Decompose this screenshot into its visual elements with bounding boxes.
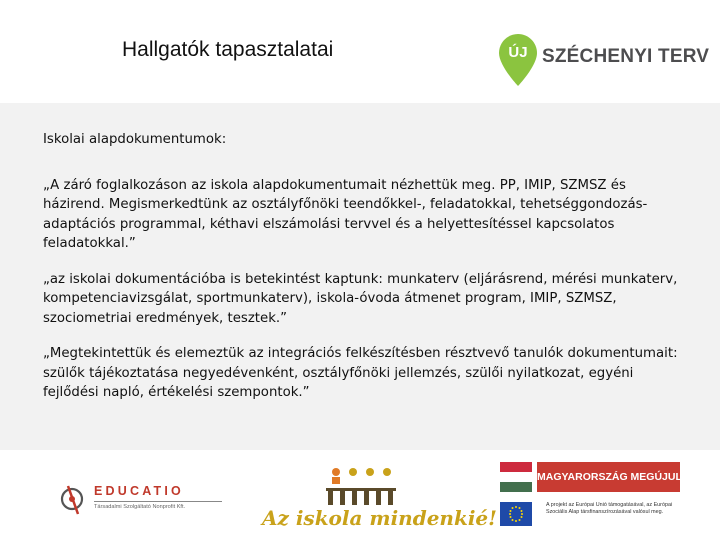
mm-banner: MAGYARORSZÁG MEGÚJUL	[537, 462, 680, 492]
iskola-logo	[256, 462, 497, 534]
eu-flag-icon	[500, 502, 532, 526]
quote-paragraph: „A záró foglalkozáson az iskola alapdokumentumait nézhettük meg. PP, IMIP, SZMSZ és házirend. Megismerkedtünk az osztályfőnöki teendőkkel-, feladatokkal, tehetséggondozás- adaptációs programmal, kéthavi elszámolási tervvel és a helyettesítéssel kapcsolatos feladatokkal.”	[43, 177, 648, 251]
educatio-logo	[58, 482, 228, 522]
content-body	[43, 130, 683, 419]
quote-paragraph: „Megtekintettük és elemeztük az integrációs felkészítésben résztvevő tanulók dokumentumait: szülők tájékoztatása negyedévenként, osztályfőnöki jellemzés, szülői nyilatkozat, egyéni fejlődési napló, értékelési szempontok.”	[43, 346, 678, 400]
educatio-mark-icon	[58, 482, 88, 518]
page-title: Hallgatók tapasztalatai	[122, 38, 334, 61]
educatio-name: EDUCATIO	[94, 484, 184, 498]
educatio-subtitle: Társadalmi Szolgáltató Nonprofit Kft.	[94, 504, 186, 510]
logo-name: SZÉCHENYI TERV	[542, 46, 710, 67]
divider	[94, 501, 222, 502]
iskola-slogan: Az iskola mindenkié!	[262, 506, 497, 530]
quote-paragraph: „az iskolai dokumentációba is betekintést kaptunk: munkaterv (eljárásrend, mérési munkaterv, kompetenciavizsgálat, sportmunkaterv), iskola-óvoda átmenet program, IMIP, SZMSZ, szociometriai eredmények, tesztek.”	[43, 271, 678, 326]
szechenyi-terv-logo	[498, 33, 710, 89]
section-heading: Iskolai alapdokumentumok:	[43, 132, 227, 147]
eu-funding-text: A projekt az Európai Unió támogatásával, az Európai Szociális Alap társfinanszírozásával valósul meg.	[546, 502, 673, 515]
children-figures-icon	[256, 462, 462, 508]
logo-pin-text: ÚJ	[508, 44, 528, 61]
magyarorszag-megujul-logo	[500, 462, 680, 532]
hungarian-flag-icon	[500, 462, 532, 492]
